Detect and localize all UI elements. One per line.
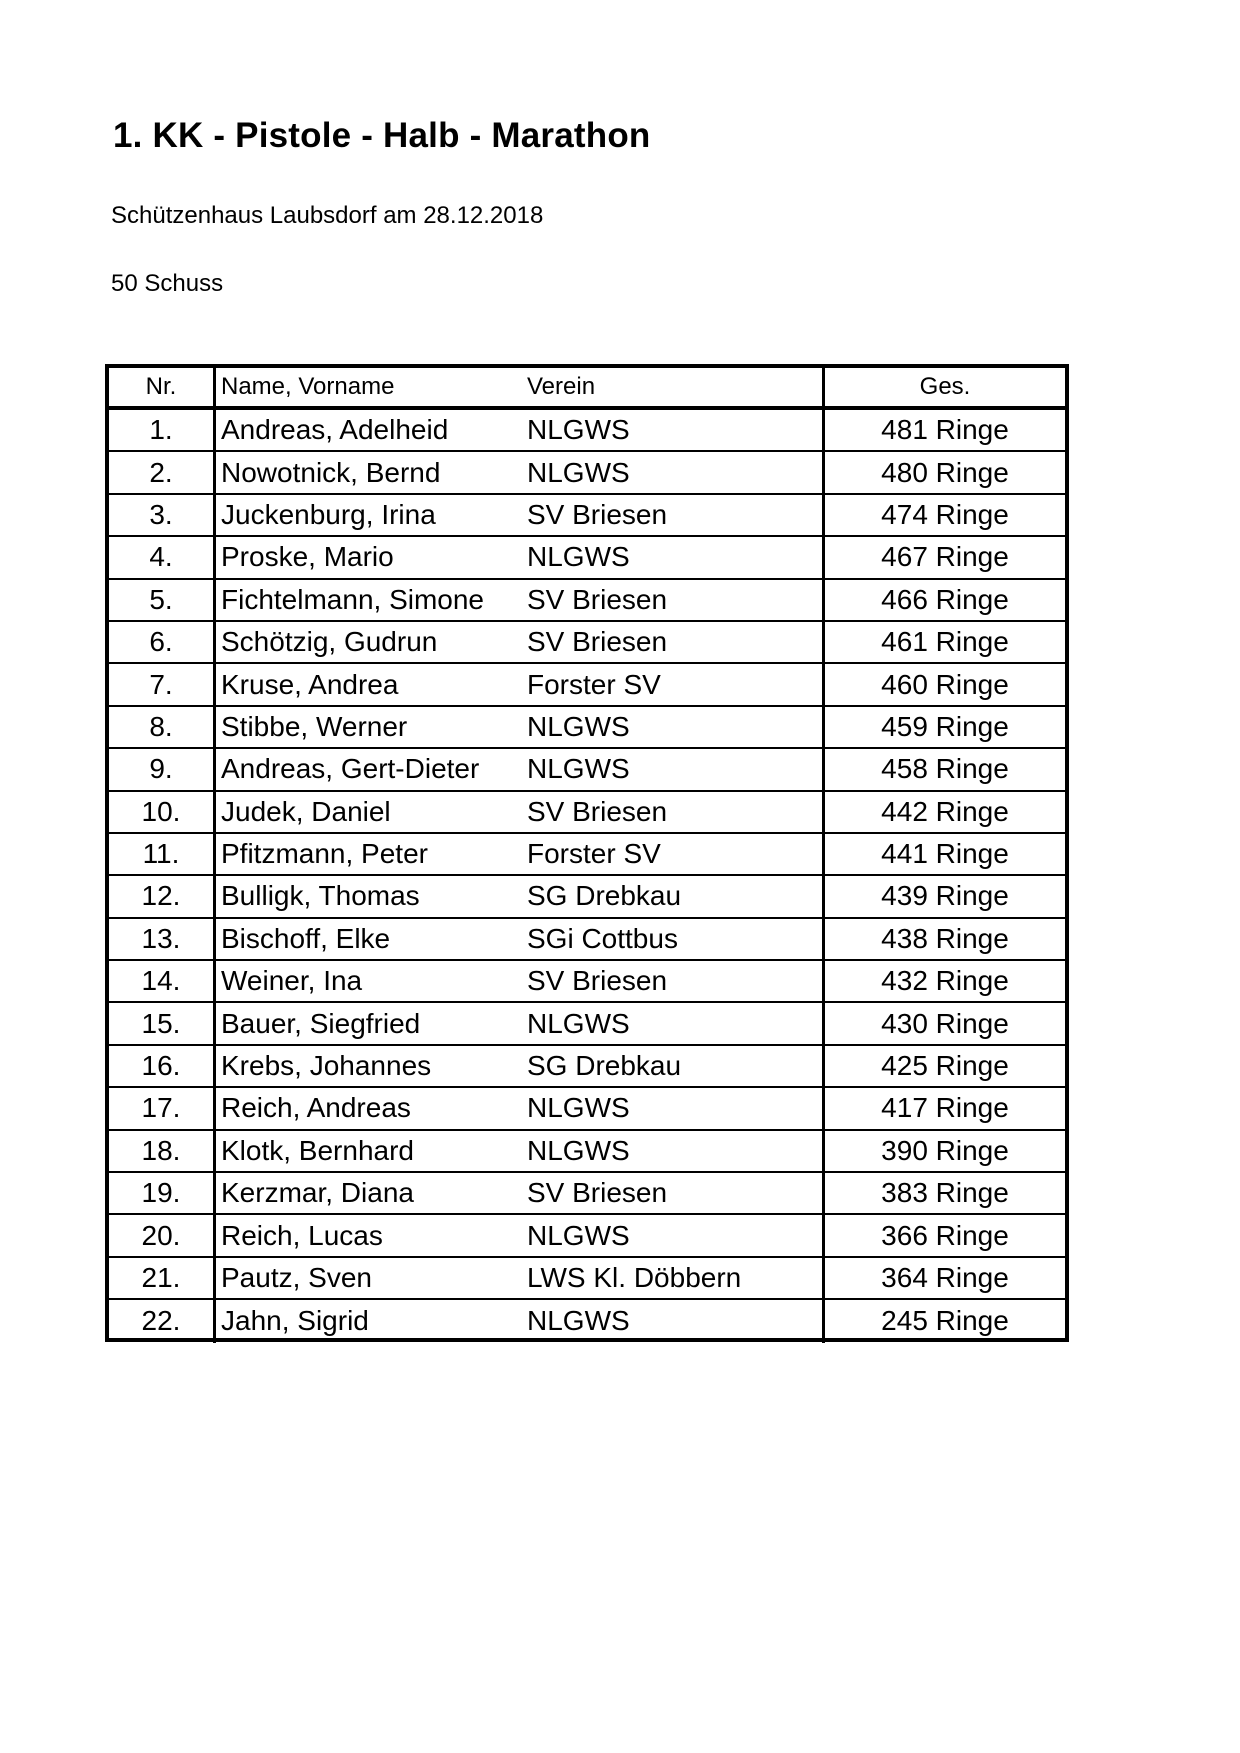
rank-cell: 2.: [109, 452, 216, 492]
table-row: [109, 664, 1065, 706]
total-cell: 441 Ringe: [881, 838, 1009, 870]
rank-cell: 16.: [109, 1046, 216, 1086]
name-cell: Andreas, Adelheid: [221, 414, 449, 446]
name-cell: Kerzmar, Diana: [221, 1177, 414, 1209]
rank-cell: 19.: [109, 1173, 216, 1213]
club-cell: SV Briesen: [521, 961, 825, 1001]
table-row: [109, 1173, 1065, 1215]
name-cell: Reich, Andreas: [221, 1092, 411, 1124]
club-cell: Forster SV: [521, 834, 825, 874]
rank-cell: 6.: [109, 622, 216, 662]
name-cell: Fichtelmann, Simone: [221, 583, 485, 615]
rank-cell: 3.: [109, 495, 216, 535]
total-cell: 459 Ringe: [881, 710, 1009, 742]
table-row: [109, 452, 1065, 494]
club-cell: SV Briesen: [521, 1173, 825, 1213]
name-cell: Weiner, Ina: [221, 965, 363, 997]
table-row: [109, 1046, 1065, 1088]
club-cell: NLGWS: [521, 537, 825, 577]
rank-cell: 5.: [109, 580, 216, 620]
table-row: [109, 580, 1065, 622]
total-cell: 432 Ringe: [881, 965, 1009, 997]
table-row: [109, 792, 1065, 834]
rank-cell: 15.: [109, 1003, 216, 1043]
total-cell: 458 Ringe: [881, 753, 1009, 785]
table-row: [109, 834, 1065, 876]
rank-cell: 8.: [109, 707, 216, 747]
table-row: [109, 1258, 1065, 1300]
club-cell: NLGWS: [521, 1088, 825, 1128]
name-cell: Proske, Mario: [221, 541, 394, 573]
name-cell: Schötzig, Gudrun: [221, 626, 438, 658]
club-cell: NLGWS: [521, 707, 825, 747]
name-cell: Kruse, Andrea: [221, 668, 399, 700]
rank-cell: 13.: [109, 919, 216, 959]
total-cell: 442 Ringe: [881, 795, 1009, 827]
club-cell: SV Briesen: [521, 792, 825, 832]
results-table: [105, 364, 1069, 1342]
club-cell: NLGWS: [521, 410, 825, 450]
name-cell: Nowotnick, Bernd: [221, 456, 441, 488]
name-cell: Klotk, Bernhard: [221, 1134, 414, 1166]
club-cell: SV Briesen: [521, 622, 825, 662]
table-row: [109, 1003, 1065, 1045]
rank-cell: 4.: [109, 537, 216, 577]
club-cell: LWS Kl. Döbbern: [521, 1258, 825, 1298]
rank-cell: 12.: [109, 876, 216, 916]
table-row: [109, 495, 1065, 537]
table-row: [109, 410, 1065, 452]
total-cell: 417 Ringe: [881, 1092, 1009, 1124]
venue-date-line: Schützenhaus Laubsdorf am 28.12.2018: [111, 202, 544, 229]
table-row: [109, 1131, 1065, 1173]
table-row: [109, 622, 1065, 664]
total-cell: 466 Ringe: [881, 583, 1009, 615]
name-cell: Reich, Lucas: [221, 1219, 383, 1251]
total-cell: 364 Ringe: [881, 1262, 1009, 1293]
table-row: [109, 749, 1065, 791]
total-cell: 461 Ringe: [881, 626, 1009, 658]
total-cell: 390 Ringe: [881, 1134, 1009, 1166]
club-cell: NLGWS: [521, 452, 825, 492]
table-row: [109, 1300, 1065, 1342]
document-title: 1. KK - Pistole - Halb - Marathon: [113, 116, 651, 155]
rank-cell: 10.: [109, 792, 216, 832]
name-cell: Bulligk, Thomas: [221, 880, 420, 912]
total-cell: 245 Ringe: [881, 1305, 1009, 1337]
name-cell: Stibbe, Werner: [221, 710, 408, 742]
rank-cell: 11.: [109, 834, 216, 874]
total-cell: 366 Ringe: [881, 1219, 1009, 1251]
header-nr: Nr.: [109, 368, 216, 406]
table-row: [109, 876, 1065, 918]
name-cell: Bauer, Siegfried: [221, 1007, 421, 1039]
rank-cell: 9.: [109, 749, 216, 789]
total-cell: 425 Ringe: [881, 1050, 1009, 1082]
rank-cell: 17.: [109, 1088, 216, 1128]
table-row: [109, 961, 1065, 1003]
name-cell: Pautz, Sven: [221, 1262, 372, 1293]
total-cell: 383 Ringe: [881, 1177, 1009, 1209]
total-cell: 474 Ringe: [881, 498, 1009, 530]
total-cell: 460 Ringe: [881, 668, 1009, 700]
total-cell: 439 Ringe: [881, 880, 1009, 912]
shots-line: 50 Schuss: [111, 270, 224, 297]
club-cell: NLGWS: [521, 1003, 825, 1043]
rank-cell: 21.: [109, 1258, 216, 1298]
club-cell: SG Drebkau: [521, 876, 825, 916]
name-cell: Bischoff, Elke: [221, 922, 391, 954]
club-cell: SV Briesen: [521, 580, 825, 620]
total-cell: 430 Ringe: [881, 1007, 1009, 1039]
name-cell: Jahn, Sigrid: [221, 1305, 369, 1337]
rank-cell: 22.: [109, 1300, 216, 1342]
club-cell: NLGWS: [521, 1131, 825, 1171]
table-row: [109, 919, 1065, 961]
table-row: [109, 707, 1065, 749]
total-cell: 481 Ringe: [881, 414, 1009, 446]
table-row: [109, 537, 1065, 579]
name-cell: Andreas, Gert-Dieter: [221, 753, 480, 785]
club-cell: NLGWS: [521, 1300, 825, 1342]
name-cell: Judek, Daniel: [221, 795, 391, 827]
rank-cell: 14.: [109, 961, 216, 1001]
table-header-row: [109, 368, 1065, 410]
name-cell: Pfitzmann, Peter: [221, 838, 428, 870]
club-cell: SG Drebkau: [521, 1046, 825, 1086]
table-row: [109, 1088, 1065, 1130]
total-cell: 480 Ringe: [881, 456, 1009, 488]
rank-cell: 18.: [109, 1131, 216, 1171]
club-cell: SGi Cottbus: [521, 919, 825, 959]
club-cell: NLGWS: [521, 749, 825, 789]
club-cell: NLGWS: [521, 1215, 825, 1255]
total-cell: 438 Ringe: [881, 922, 1009, 954]
club-cell: SV Briesen: [521, 495, 825, 535]
rank-cell: 1.: [109, 410, 216, 450]
total-cell: 467 Ringe: [881, 541, 1009, 573]
table-row: [109, 1215, 1065, 1257]
header-name: Name, Vorname: [221, 373, 395, 400]
header-club: Verein: [521, 368, 825, 406]
rank-cell: 20.: [109, 1215, 216, 1255]
header-total: Ges.: [919, 373, 971, 400]
name-cell: Juckenburg, Irina: [221, 498, 436, 530]
rank-cell: 7.: [109, 664, 216, 704]
club-cell: Forster SV: [521, 664, 825, 704]
name-cell: Krebs, Johannes: [221, 1050, 432, 1082]
